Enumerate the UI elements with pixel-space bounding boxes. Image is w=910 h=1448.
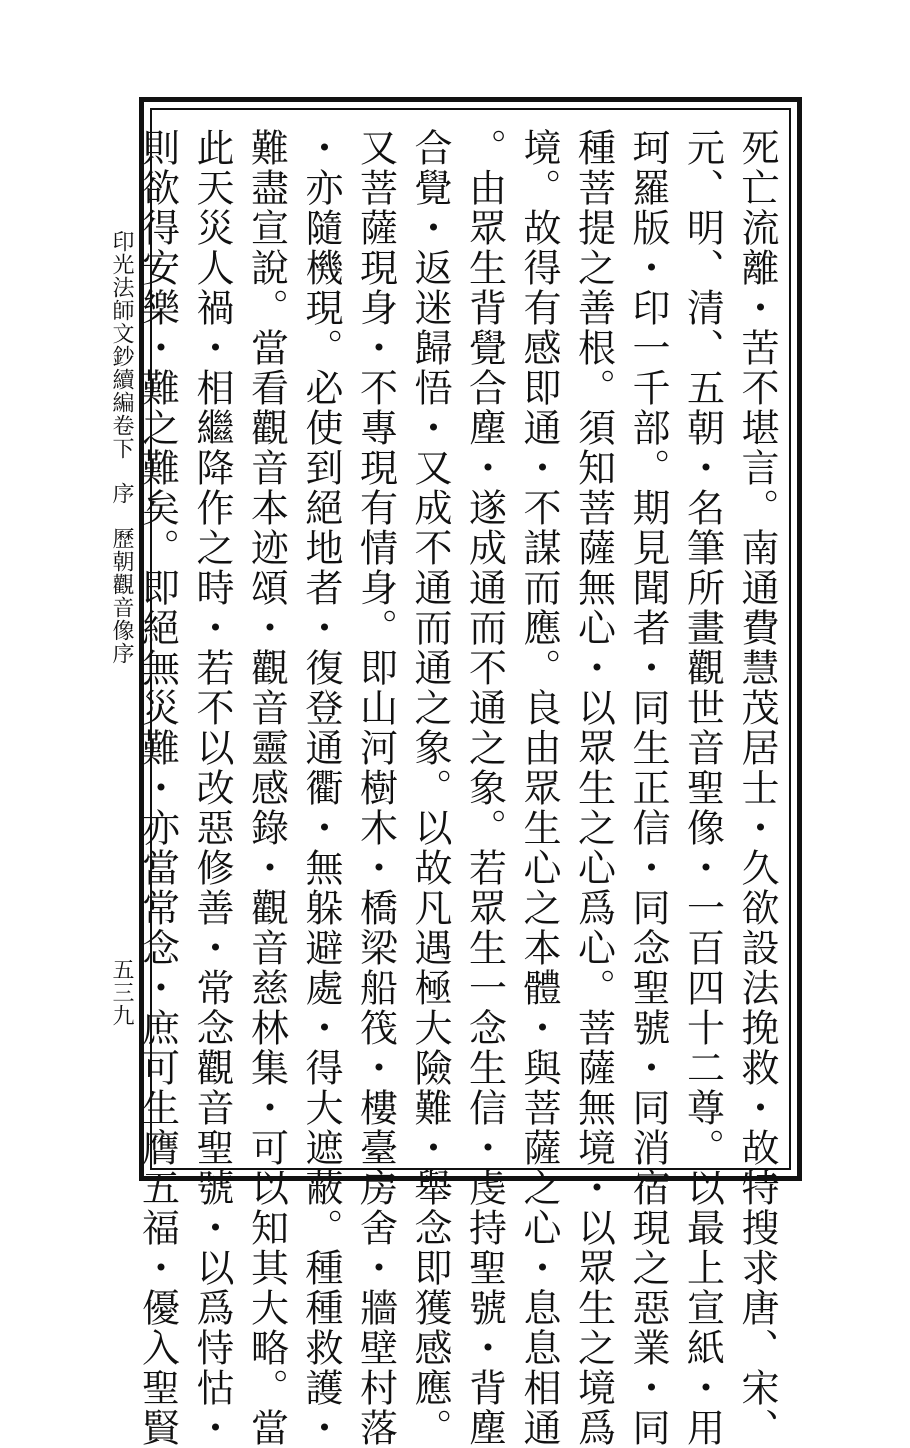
- text-column: 此天災人禍・相繼降作之時・若不以改惡修善・常念觀音聖號・以爲恃怙・: [190, 128, 234, 1448]
- text-column: 難盡宣說。當看觀音本迹頌・觀音靈感錄・觀音慈林集・可以知其大略。當: [244, 128, 289, 1448]
- section-label: 序: [109, 482, 134, 505]
- text-column: ・亦隨機現。必使到絕地者・復登通衢・無躲避處・得大遮蔽。種種救護・: [299, 128, 343, 1448]
- text-column: 境。故得有感即通・不謀而應。良由眾生心之本體・與菩薩之心・息息相通: [517, 128, 561, 1448]
- article-title: 歷朝觀音像序: [109, 527, 134, 665]
- text-column: 元、明、清、五朝・名筆所畫觀世音聖像・一百四十二尊。以最上宣紙・用: [680, 128, 725, 1448]
- page-number: 五三九: [109, 958, 134, 1027]
- text-column: 死亡流離・苦不堪言。南通費慧茂居士・久欲設法挽救・故特搜求唐、宋、: [735, 128, 779, 1448]
- text-column: 合覺・返迷歸悟・又成不通而通之象。以故凡遇極大險難・舉念即獲感應。: [408, 128, 452, 1448]
- text-column: 。由眾生背覺合塵・遂成通而不通之象。若眾生一念生信・虔持聖號・背塵: [462, 128, 507, 1448]
- text-column: 珂羅版・印一千部。期見聞者・同生正信・同念聖號・同消宿現之惡業・同: [626, 128, 670, 1448]
- book-title: 印光法師文鈔續編卷下: [109, 230, 134, 460]
- body-text: [135, 128, 784, 1448]
- text-column: 則欲得安樂・難之難矣。即絕無災難・亦當常念・庶可生膺五福・優入聖賢: [135, 128, 180, 1448]
- text-column: 又菩薩現身・不專現有情身。即山河樹木・橋梁船筏・樓臺房舍・牆壁村落: [353, 128, 398, 1448]
- text-column: 種菩提之善根。須知菩薩無心・以眾生之心爲心。菩薩無境・以眾生之境爲: [571, 128, 616, 1448]
